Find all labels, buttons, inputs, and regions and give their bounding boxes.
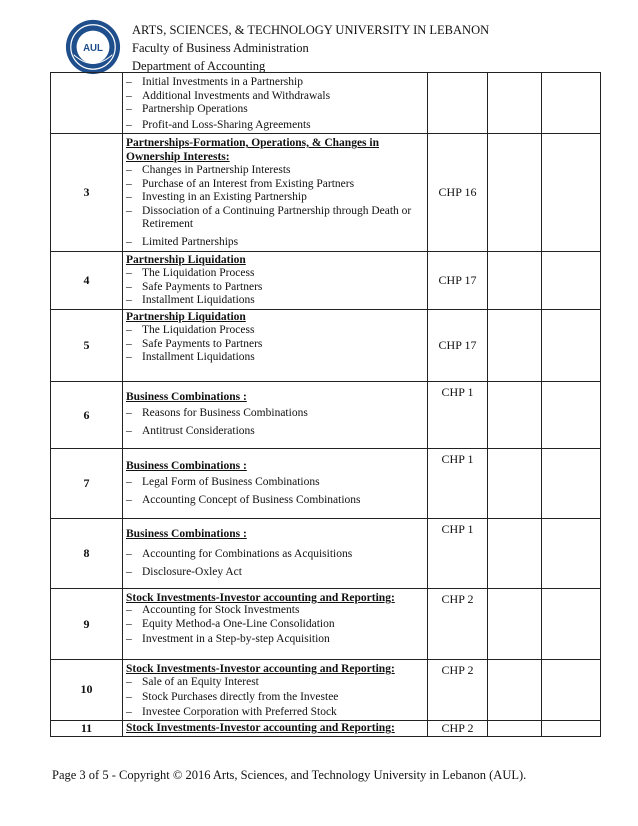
table-row	[51, 310, 601, 382]
topic-title: Partnership Liquidation	[126, 311, 246, 323]
list-item: – Limited Partnerships	[142, 236, 424, 250]
topic-title: Business Combinations :	[126, 527, 247, 540]
list-item: – Accounting for Combinations as Acquisitions	[142, 545, 424, 563]
topic-title: Business Combinations :	[126, 459, 247, 472]
topic-cell	[123, 382, 428, 449]
list-item: – The Liquidation Process	[142, 324, 424, 338]
empty-cell	[488, 382, 542, 449]
empty-cell	[488, 720, 542, 736]
empty-cell	[542, 73, 601, 134]
topic-title: Business Combinations :	[126, 391, 247, 403]
week-number: 3	[51, 134, 123, 252]
empty-cell	[488, 252, 542, 310]
empty-cell	[542, 134, 601, 252]
empty-cell	[542, 310, 601, 382]
faculty-name: Faculty of Business Administration	[132, 41, 309, 55]
empty-cell	[542, 449, 601, 519]
chapter-cell: CHP 1	[428, 449, 488, 519]
topic-title: Partnership Liquidation	[126, 254, 246, 267]
list-item: – Investment in a Step-by-step Acquisition	[142, 631, 424, 647]
week-number: 4	[51, 252, 123, 310]
list-item: – Antitrust Considerations	[142, 422, 424, 440]
empty-cell	[488, 519, 542, 589]
list-item: – Accounting Concept of Business Combinations	[142, 491, 424, 509]
topic-cell	[123, 720, 428, 736]
list-item: – Changes in Partnership Interests	[142, 164, 424, 178]
topic-title: Stock Investments-Investor accounting and Reporting:	[126, 722, 395, 734]
empty-cell	[488, 134, 542, 252]
empty-cell	[488, 589, 542, 660]
chapter-cell: CHP 17	[428, 252, 488, 310]
list-item: – Partnership Operations	[142, 103, 424, 117]
topic-title: Partnerships-Formation, Operations, & Changes in Ownership Interests:	[126, 137, 379, 163]
week-number	[51, 73, 123, 134]
chapter-cell	[428, 73, 488, 134]
list-item: – Legal Form of Business Combinations	[142, 473, 424, 491]
list-item: – Investee Corporation with Preferred Stock	[142, 705, 424, 720]
chapter-cell: CHP 1	[428, 382, 488, 449]
topic-cell	[123, 252, 428, 310]
empty-cell	[542, 519, 601, 589]
table-row	[51, 134, 601, 252]
page-header	[60, 18, 620, 72]
week-number: 9	[51, 589, 123, 660]
topic-cell	[123, 519, 428, 589]
department-name: Department of Accounting	[132, 59, 266, 73]
list-item: – Sale of an Equity Interest	[142, 676, 424, 690]
table-row	[51, 449, 601, 519]
empty-cell	[488, 310, 542, 382]
list-item: – Dissociation of a Continuing Partnership through Death or Retirement	[142, 205, 424, 232]
empty-cell	[542, 382, 601, 449]
list-item: – The Liquidation Process	[142, 267, 424, 281]
chapter-cell: CHP 1	[428, 519, 488, 589]
list-item: – Safe Payments to Partners	[142, 338, 424, 352]
empty-cell	[542, 252, 601, 310]
week-number: 8	[51, 519, 123, 589]
chapter-cell: CHP 2	[428, 720, 488, 736]
course-schedule-table	[50, 72, 601, 737]
empty-cell	[488, 73, 542, 134]
week-number: 10	[51, 660, 123, 721]
topic-cell	[123, 589, 428, 660]
list-item: – Safe Payments to Partners	[142, 281, 424, 295]
list-item: – Additional Investments and Withdrawals	[142, 90, 424, 104]
university-logo	[64, 18, 122, 76]
chapter-cell: CHP 2	[428, 589, 488, 660]
table-row	[51, 382, 601, 449]
list-item: – Stock Purchases directly from the Investee	[142, 690, 424, 705]
empty-cell	[542, 589, 601, 660]
topic-title: Stock Investments-Investor accounting and Reporting:	[126, 592, 395, 604]
empty-cell	[542, 720, 601, 736]
chapter-cell: CHP 16	[428, 134, 488, 252]
empty-cell	[488, 449, 542, 519]
week-number: 6	[51, 382, 123, 449]
table-row	[51, 73, 601, 134]
topic-title: Stock Investments-Investor accounting and Reporting:	[126, 663, 395, 675]
list-item: – Installment Liquidations	[142, 351, 424, 365]
topic-cell	[123, 310, 428, 382]
topic-cell	[123, 73, 428, 134]
list-item: – Accounting for Stock Investments	[142, 603, 424, 617]
week-number: 5	[51, 310, 123, 382]
topic-cell	[123, 660, 428, 721]
table-row	[51, 519, 601, 589]
list-item: – Initial Investments in a Partnership	[142, 76, 424, 90]
list-item: – Installment Liquidations	[142, 294, 424, 308]
table-row	[51, 720, 601, 736]
list-item: – Reasons for Business Combinations	[142, 404, 424, 422]
chapter-cell: CHP 17	[428, 310, 488, 382]
topic-cell	[123, 449, 428, 519]
table-row	[51, 252, 601, 310]
list-item: – Purchase of an Interest from Existing Partners	[142, 178, 424, 192]
list-item: – Profit-and Loss-Sharing Agreements	[142, 119, 424, 133]
chapter-cell: CHP 2	[428, 660, 488, 721]
table-row	[51, 589, 601, 660]
list-item: – Equity Method-a One-Line Consolidation	[142, 617, 424, 631]
table-row	[51, 660, 601, 721]
list-item: – Investing in an Existing Partnership	[142, 191, 424, 205]
topic-cell	[123, 134, 428, 252]
logo-text: AUL	[83, 42, 103, 54]
week-number: 11	[51, 720, 123, 736]
page-footer: Page 3 of 5 - Copyright © 2016 Arts, Sciences, and Technology University in Lebanon (AUL).	[52, 768, 527, 782]
empty-cell	[542, 660, 601, 721]
empty-cell	[488, 660, 542, 721]
university-name: ARTS, SCIENCES, & TECHNOLOGY UNIVERSITY IN LEBANON	[132, 23, 490, 37]
week-number: 7	[51, 449, 123, 519]
list-item: – Disclosure-Oxley Act	[142, 563, 424, 581]
